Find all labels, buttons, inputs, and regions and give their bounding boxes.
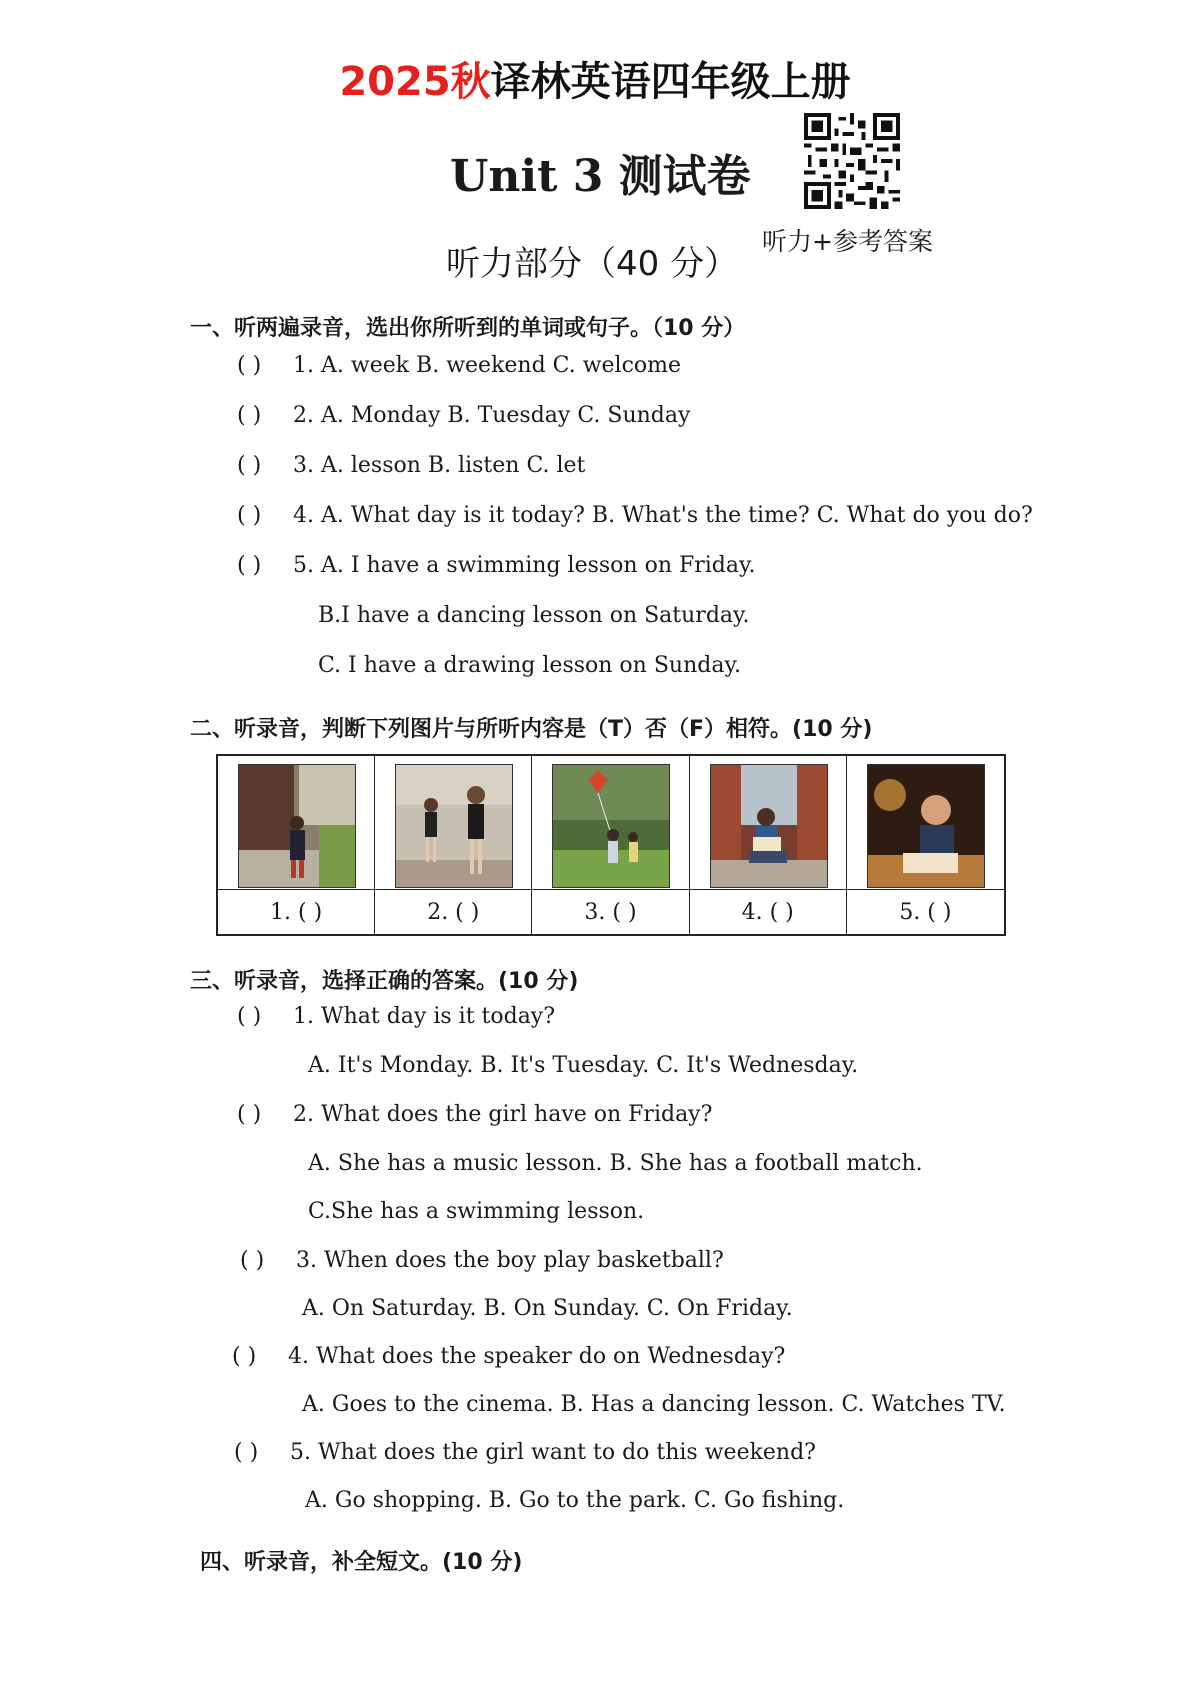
listening-part-title: 听力部分（40 分） <box>446 244 739 284</box>
question-text: 2. What does the girl have on Friday? <box>293 1102 713 1127</box>
s3-q4-options: A. Goes to the cinema. B. Has a dancing lesson. C. Watches TV. <box>302 1392 1006 1417</box>
s3-q2-option-c: C.She has a swimming lesson. <box>308 1199 645 1224</box>
qr-caption: 听力+参考答案 <box>762 227 933 256</box>
s1-question-4 <box>237 503 1033 528</box>
s3-question-2 <box>237 1102 712 1127</box>
question-text: 5. A. I have a swimming lesson on Friday. <box>293 553 756 578</box>
answer-blank[interactable]: ( ) <box>234 1440 259 1465</box>
answer-blank[interactable]: ( ) <box>237 403 262 428</box>
question-text: 3. When does the boy play basketball? <box>296 1248 724 1273</box>
answer-cell-3[interactable]: 3. ( ) <box>532 889 689 934</box>
answer-blank[interactable]: ( ) <box>232 1344 257 1369</box>
s3-question-4 <box>232 1344 785 1369</box>
section1-heading: 一、听两遍录音，选出你所听到的单词或句子。（10 分） <box>190 316 746 341</box>
qr-code-icon[interactable] <box>804 113 900 209</box>
s1-question-2 <box>237 403 690 428</box>
title-autumn: 秋 <box>450 59 491 105</box>
answer-blank[interactable]: ( ) <box>237 553 262 578</box>
question-text: 3. A. lesson B. listen C. let <box>293 453 586 478</box>
unit-title: Unit 3 测试卷 <box>450 151 751 202</box>
section2-heading: 二、听录音，判断下列图片与所听内容是（T）否（F）相符。(10 分) <box>190 717 873 742</box>
answer-cell-4[interactable]: 4. ( ) <box>690 889 847 934</box>
s3-q3-options: A. On Saturday. B. On Sunday. C. On Friday. <box>302 1296 793 1321</box>
s1-q5-option-c: C. I have a drawing lesson on Sunday. <box>318 653 741 678</box>
girls-dancing-photo <box>395 764 513 888</box>
answer-cell-5[interactable]: 5. ( ) <box>847 889 1004 934</box>
question-text: 1. A. week B. weekend C. welcome <box>293 353 682 378</box>
s3-question-1 <box>237 1004 555 1029</box>
answer-blank[interactable]: ( ) <box>237 1102 262 1127</box>
children-flying-kite-photo <box>552 764 670 888</box>
section3-heading: 三、听录音，选择正确的答案。(10 分) <box>190 969 579 994</box>
question-text: 4. A. What day is it today? B. What's the time? C. What do you do? <box>293 503 1033 528</box>
answer-blank[interactable]: ( ) <box>237 1004 262 1029</box>
s1-question-3 <box>237 453 585 478</box>
picture-cell-4 <box>690 756 847 889</box>
question-text: 2. A. Monday B. Tuesday C. Sunday <box>293 403 691 428</box>
s1-question-1 <box>237 353 681 378</box>
picture-cell-5 <box>847 756 1004 889</box>
boy-reading-in-library-photo <box>710 764 828 888</box>
picture-cell-1 <box>218 756 375 889</box>
answer-cell-2[interactable]: 2. ( ) <box>375 889 532 934</box>
title-rest: 译林英语四年级上册 <box>490 59 851 105</box>
s1-q5-option-b: B.I have a dancing lesson on Saturday. <box>318 603 750 628</box>
answer-blank[interactable]: ( ) <box>237 353 262 378</box>
title-year: 2025 <box>339 59 451 105</box>
picture-cell-3 <box>532 756 689 889</box>
s3-q5-options: A. Go shopping. B. Go to the park. C. Go fishing. <box>305 1488 845 1513</box>
section4-heading: 四、听录音，补全短文。(10 分) <box>200 1550 523 1575</box>
question-text: 5. What does the girl want to do this weekend? <box>290 1440 816 1465</box>
boy-drawing-photo <box>867 764 985 888</box>
answer-blank[interactable]: ( ) <box>240 1248 265 1273</box>
boy-walking-to-school-photo <box>238 764 356 888</box>
question-text: 1. What day is it today? <box>293 1004 556 1029</box>
answer-blank[interactable]: ( ) <box>237 453 262 478</box>
picture-cell-2 <box>375 756 532 889</box>
question-text: 4. What does the speaker do on Wednesday? <box>288 1344 786 1369</box>
s3-q2-options: A. She has a music lesson. B. She has a football match. <box>308 1151 923 1176</box>
s3-q1-options: A. It's Monday. B. It's Tuesday. C. It's Wednesday. <box>308 1053 859 1078</box>
answer-blank[interactable]: ( ) <box>237 503 262 528</box>
answer-cell-1[interactable]: 1. ( ) <box>218 889 375 934</box>
exam-series-title <box>0 50 1190 107</box>
picture-judgement-table <box>216 754 1006 936</box>
s1-question-5 <box>237 553 756 578</box>
s3-question-5 <box>234 1440 816 1465</box>
s3-question-3 <box>240 1248 724 1273</box>
